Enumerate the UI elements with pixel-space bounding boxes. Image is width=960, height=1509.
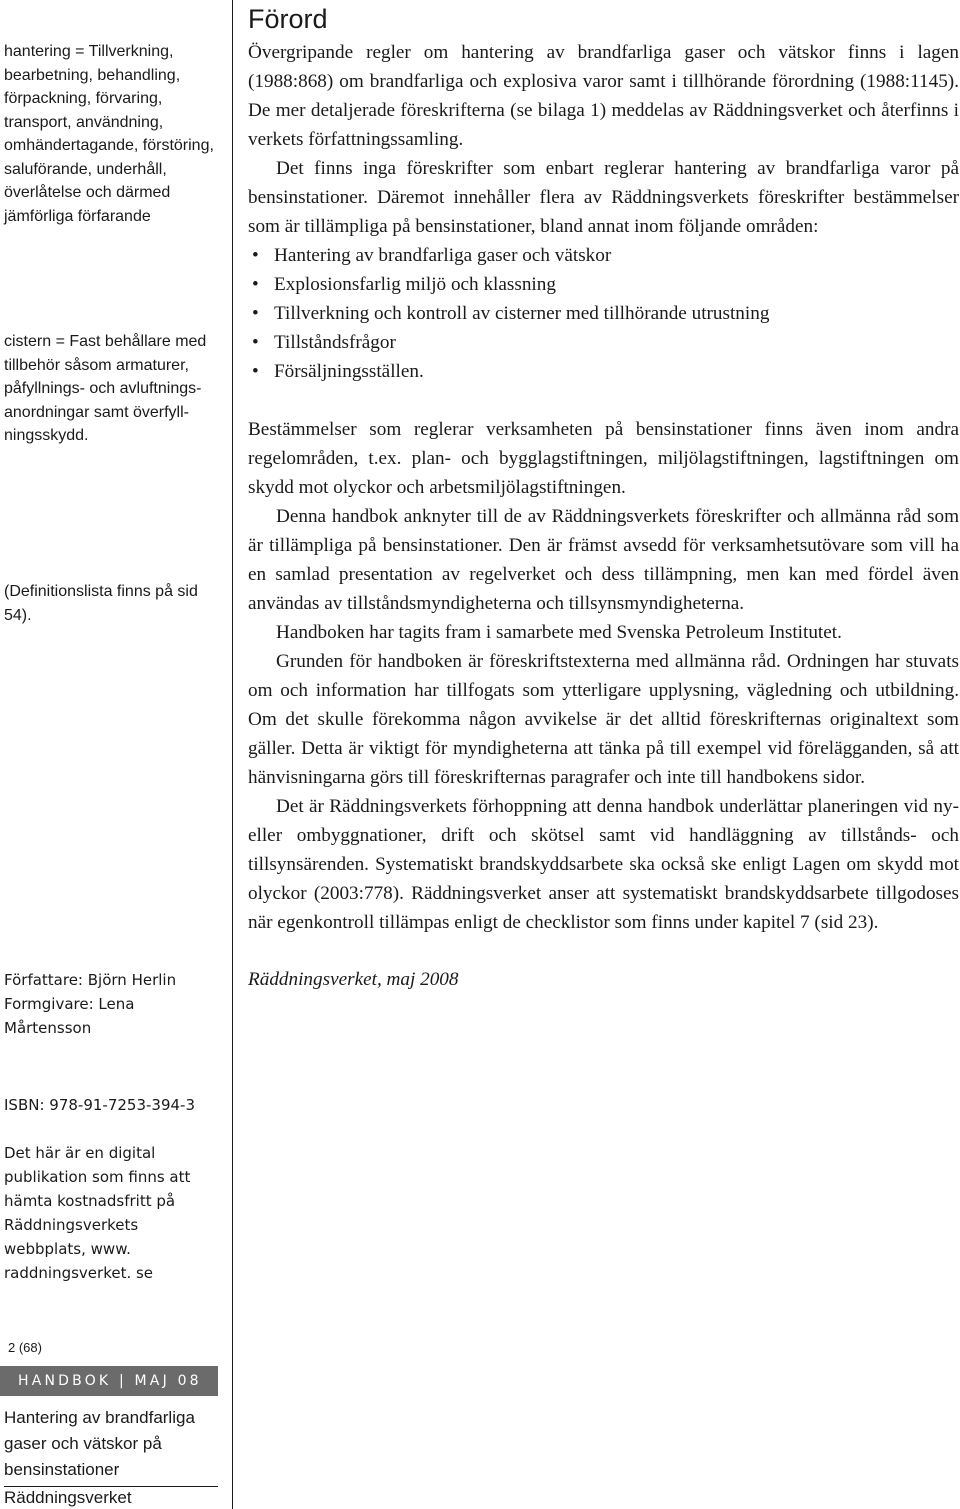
bullet-list <box>248 241 959 386</box>
designer-credit: Formgivare: Lena Mårtensson <box>4 995 135 1037</box>
paragraph: Denna handbok anknyter till de av Räddningsverkets föreskrifter och allmänna råd som är tillämpliga på bensinstationer. Den är främst avsedd för verksamhetsutövare som vill ha en samlad presentation av regelverket och dess tillämpning, men kan med fördel även användas av tillståndsmyndigheterna och tillsynsmyndigheterna. <box>248 506 959 614</box>
paragraph: Det är Räddningsverkets förhoppning att denna handbok underlättar planeringen vid ny- eller ombyggnationer, drift och skötsel samt vid handläggning av tillstånds- och tillsynsärenden. Systematiskt brandskyddsarbete ska också ske enligt Lagen om skydd mot olyckor (2003:778). Räddningsverket anser att systematiskt brandskyddsarbete tillgodoses när egenkontroll tillämpas enligt de checklistor som finns under kapitel 7 (sid 23). <box>248 796 959 933</box>
bullet-icon: • <box>252 245 259 266</box>
paragraph: Det finns inga föreskrifter som enbart reglerar hantering av brandfarliga varor på bensinstationer. Däremot innehåller flera av Räddningsverkets föreskrifter bestämmelser som är tillämpliga på bensinstationer, bland annat inom följande områden: <box>248 158 959 237</box>
paragraph: Grunden för handboken är föreskriftstexterna med allmänna råd. Ordningen har stuvats om och information har tillfogats som ytterligare upplysning, vägledning och utbildning. Om det skulle förekomma någon avvikelse är det alltid föreskrifternas originaltext som gäller. Detta är viktigt för myndigheterna att tänka på till exempel vid förelägganden, så att hänvisningarna görs till föreskrifternas paragrafer och inte till handbokens sidor. <box>248 651 959 788</box>
handbok-label-bar: HANDBOK | MAJ 08 <box>0 1366 218 1396</box>
isbn: ISBN: 978-91-7253-394-3 <box>4 1096 195 1114</box>
list-item-text: Explosionsfarlig miljö och klassning <box>274 274 556 295</box>
paragraph: Bestämmelser som reglerar verksamheten på bensinstationer finns även inom andra regelområden, t.ex. plan- och bygglagstiftningen, miljölagstiftningen, lagstiftningen om skydd mot olyckor och arbetsmiljölagstiftningen. <box>248 419 959 498</box>
paragraph: Handboken har tagits fram i samarbete med Svenska Petroleum Institutet. <box>276 622 842 643</box>
bullet-icon: • <box>252 303 259 324</box>
organization-name: Räddningsverket <box>4 1488 132 1507</box>
definition-cistern: cistern = Fast behållare med tillbehör såsom armaturer, påfyllnings- och avluftnings-anordningar samt överfyll-ningsskydd. <box>4 333 207 444</box>
author-credit: Författare: Björn Herlin <box>4 971 177 989</box>
sidebar <box>0 0 233 1509</box>
definition-hantering: hantering = Tillverkning, bearbetning, behandling, förpackning, förvaring, transport, användning, omhändertagande, förstöring, saluförande, underhåll, överlåtelse och därmed jämförliga förfarande <box>4 43 214 225</box>
list-item-text: Försäljningsställen. <box>274 361 424 382</box>
bullet-icon: • <box>252 332 259 353</box>
list-item-text: Tillverkning och kontroll av cisterner med tillhörande utrustning <box>274 303 770 324</box>
list-item <box>248 241 959 270</box>
main-content <box>248 0 959 994</box>
list-item <box>248 299 959 328</box>
handbok-title: Hantering av brandfarliga gaser och vätskor på bensinstationer <box>4 1408 195 1479</box>
bullet-icon: • <box>252 274 259 295</box>
list-item <box>248 357 959 386</box>
list-item-text: Hantering av brandfarliga gaser och vätskor <box>274 245 612 266</box>
list-item <box>248 328 959 357</box>
digital-publication-note: Det här är en digital publikation som finns att hämta kostnadsfritt på Räddningsverkets webbplats, www. raddningsverket. se <box>4 1144 191 1282</box>
page-number: 2 (68) <box>8 1340 42 1355</box>
list-item <box>248 270 959 299</box>
page-title: Förord <box>248 4 328 34</box>
signature: Räddningsverket, maj 2008 <box>248 969 459 990</box>
spacer <box>248 386 959 415</box>
paragraph: Övergripande regler om hantering av brandfarliga gaser och vätskor finns i lagen (1988:868) om brandfarliga och explosiva varor samt i tillhörande förordning (1988:1145). De mer detaljerade föreskrifterna (se bilaga 1) meddelas av Räddningsverket och återfinns i verkets författningssamling. <box>248 42 959 150</box>
bullet-icon: • <box>252 361 259 382</box>
definition-note: (Definitionslista finns på sid 54). <box>4 583 198 624</box>
list-item-text: Tillståndsfrågor <box>274 332 396 353</box>
